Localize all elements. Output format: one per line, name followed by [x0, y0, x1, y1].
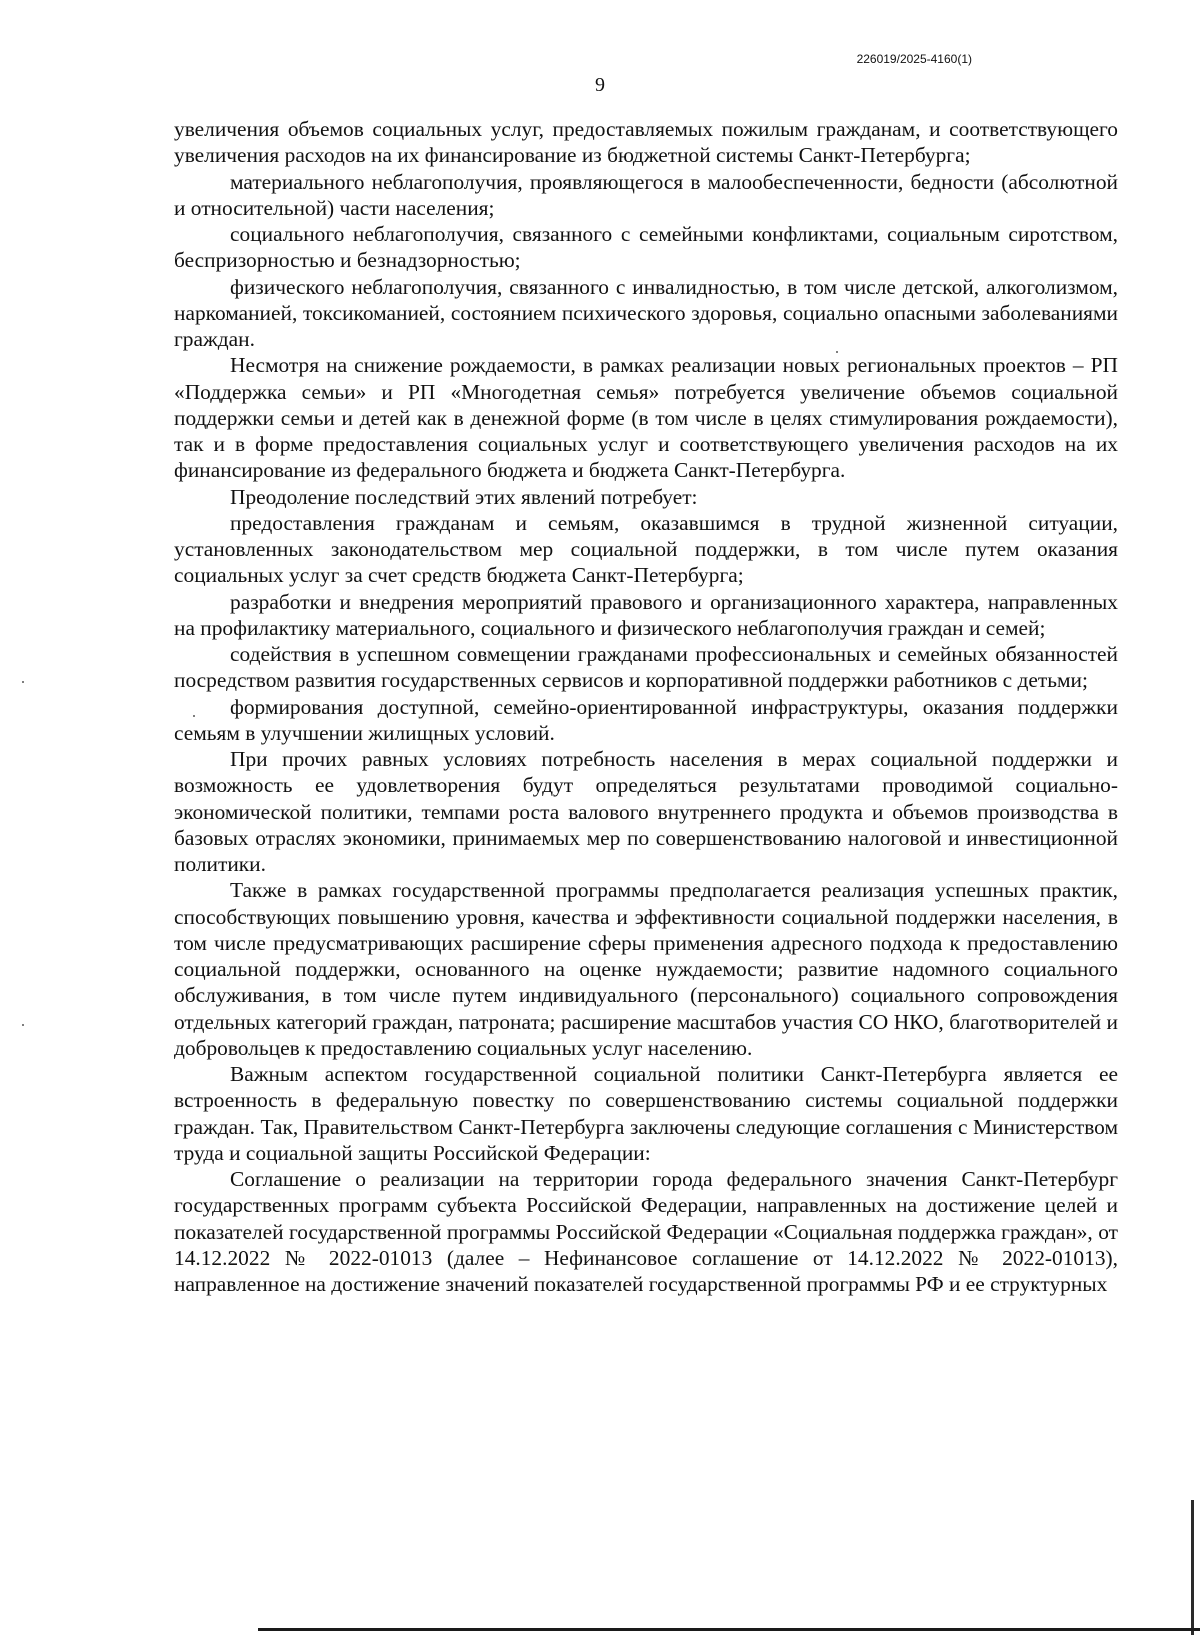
- paragraph: Несмотря на снижение рождаемости, в рамках реализации новых региональных проектов – РП «Поддержка семьи» и РП «Многодетная семья» потребуется увеличение объемов социальной поддержки семьи и детей как в денежной форме (в том числе в целях стимулирования рождаемости), так и в форме предоставления социальных услуг и соответствующего увеличения расходов на их финансирование из федерального бюджета и бюджета Санкт-Петербурга.: [174, 353, 1118, 483]
- paragraph: предоставления гражданам и семьям, оказавшимся в трудной жизненной ситуации, установленных законодательством мер социальной поддержки, в том числе путем оказания социальных услуг за счет средств бюджета Санкт-Петербурга;: [174, 510, 1118, 588]
- paragraph: При прочих равных условиях потребность населения в мерах социальной поддержки и возможность ее удовлетворения будут определяться результатами проводимой социально-экономической политики, темпами роста валового внутреннего продукта и объемов производства в базовых отраслях экономики, принимаемых мер по совершенствованию налоговой и инвестиционной политики.: [174, 747, 1118, 876]
- scan-bottom-edge: [258, 1628, 1200, 1631]
- scan-edge-mark: [1191, 1500, 1194, 1635]
- scan-speck: [193, 715, 195, 717]
- scan-speck: [22, 681, 24, 683]
- scan-speck: [22, 1024, 24, 1026]
- paragraph: физического неблагополучия, связанного с инвалидностью, в том числе детской, алкоголизмом, наркоманией, токсикоманией, состоянием психического здоровья, социально опасными заболеваниями граждан.: [174, 274, 1118, 351]
- paragraph: увеличения объемов социальных услуг, предоставляемых пожилым гражданам, и соответствующего увеличения расходов на их финансирование из бюджетной системы Санкт-Петербурга;: [174, 117, 1118, 168]
- paragraph: разработки и внедрения мероприятий правового и организационного характера, направленных на профилактику материального, социального и физического неблагополучия граждан и семей;: [174, 589, 1118, 640]
- paragraph: формирования доступной, семейно-ориентированной инфраструктуры, оказания поддержки семьям в улучшении жилищных условий.: [174, 694, 1118, 745]
- document-registration-number: 226019/2025-4160(1): [856, 52, 972, 66]
- scan-speck: [836, 351, 838, 353]
- paragraph: содействия в успешном совмещении гражданами профессиональных и семейных обязанностей посредством развития государственных сервисов и корпоративной поддержки работников с детьми;: [174, 642, 1118, 693]
- paragraph: Важным аспектом государственной социальной политики Санкт-Петербурга является ее встроенность в федеральную повестку по совершенствованию системы социальной поддержки граждан. Так, Правительством Санкт-Петербурга заключены следующие соглашения с Министерством труда и социальной защиты Российской Федерации:: [174, 1062, 1118, 1165]
- page-number: 9: [595, 74, 605, 96]
- paragraph: Соглашение о реализации на территории города федерального значения Санкт-Петербург государственных программ субъекта Российской Федерации, направленных на достижение целей и показателей государственной программы Российской Федерации «Социальная поддержка граждан», от 14.12.2022 № 2022-01013 (далее – Нефинансовое соглашение от 14.12.2022 № 2022-01013), направленное на достижение значений показателей государственной программы РФ и ее структурных: [174, 1167, 1118, 1296]
- paragraph: Также в рамках государственной программы предполагается реализация успешных практик, способствующих повышению уровня, качества и эффективности социальной поддержки населения, в том числе предусматривающих расширение сферы применения адресного подхода к предоставлению социальной поддержки, основанного на оценке нуждаемости; развитие надомного социального обслуживания, в том числе путем индивидуального (персонального) социального сопровождения отдельных категорий граждан, патроната; расширение масштабов участия СО НКО, благотворителей и добровольцев к предоставлению социальных услуг населению.: [174, 878, 1118, 1060]
- document-body: [174, 116, 1118, 1297]
- paragraph: Преодоление последствий этих явлений потребует:: [230, 484, 698, 509]
- paragraph: материального неблагополучия, проявляющегося в малообеспеченности, бедности (абсолютной и относительной) части населения;: [174, 169, 1118, 220]
- paragraph: социального неблагополучия, связанного с семейными конфликтами, социальным сиротством, беспризорностью и безнадзорностью;: [174, 222, 1118, 273]
